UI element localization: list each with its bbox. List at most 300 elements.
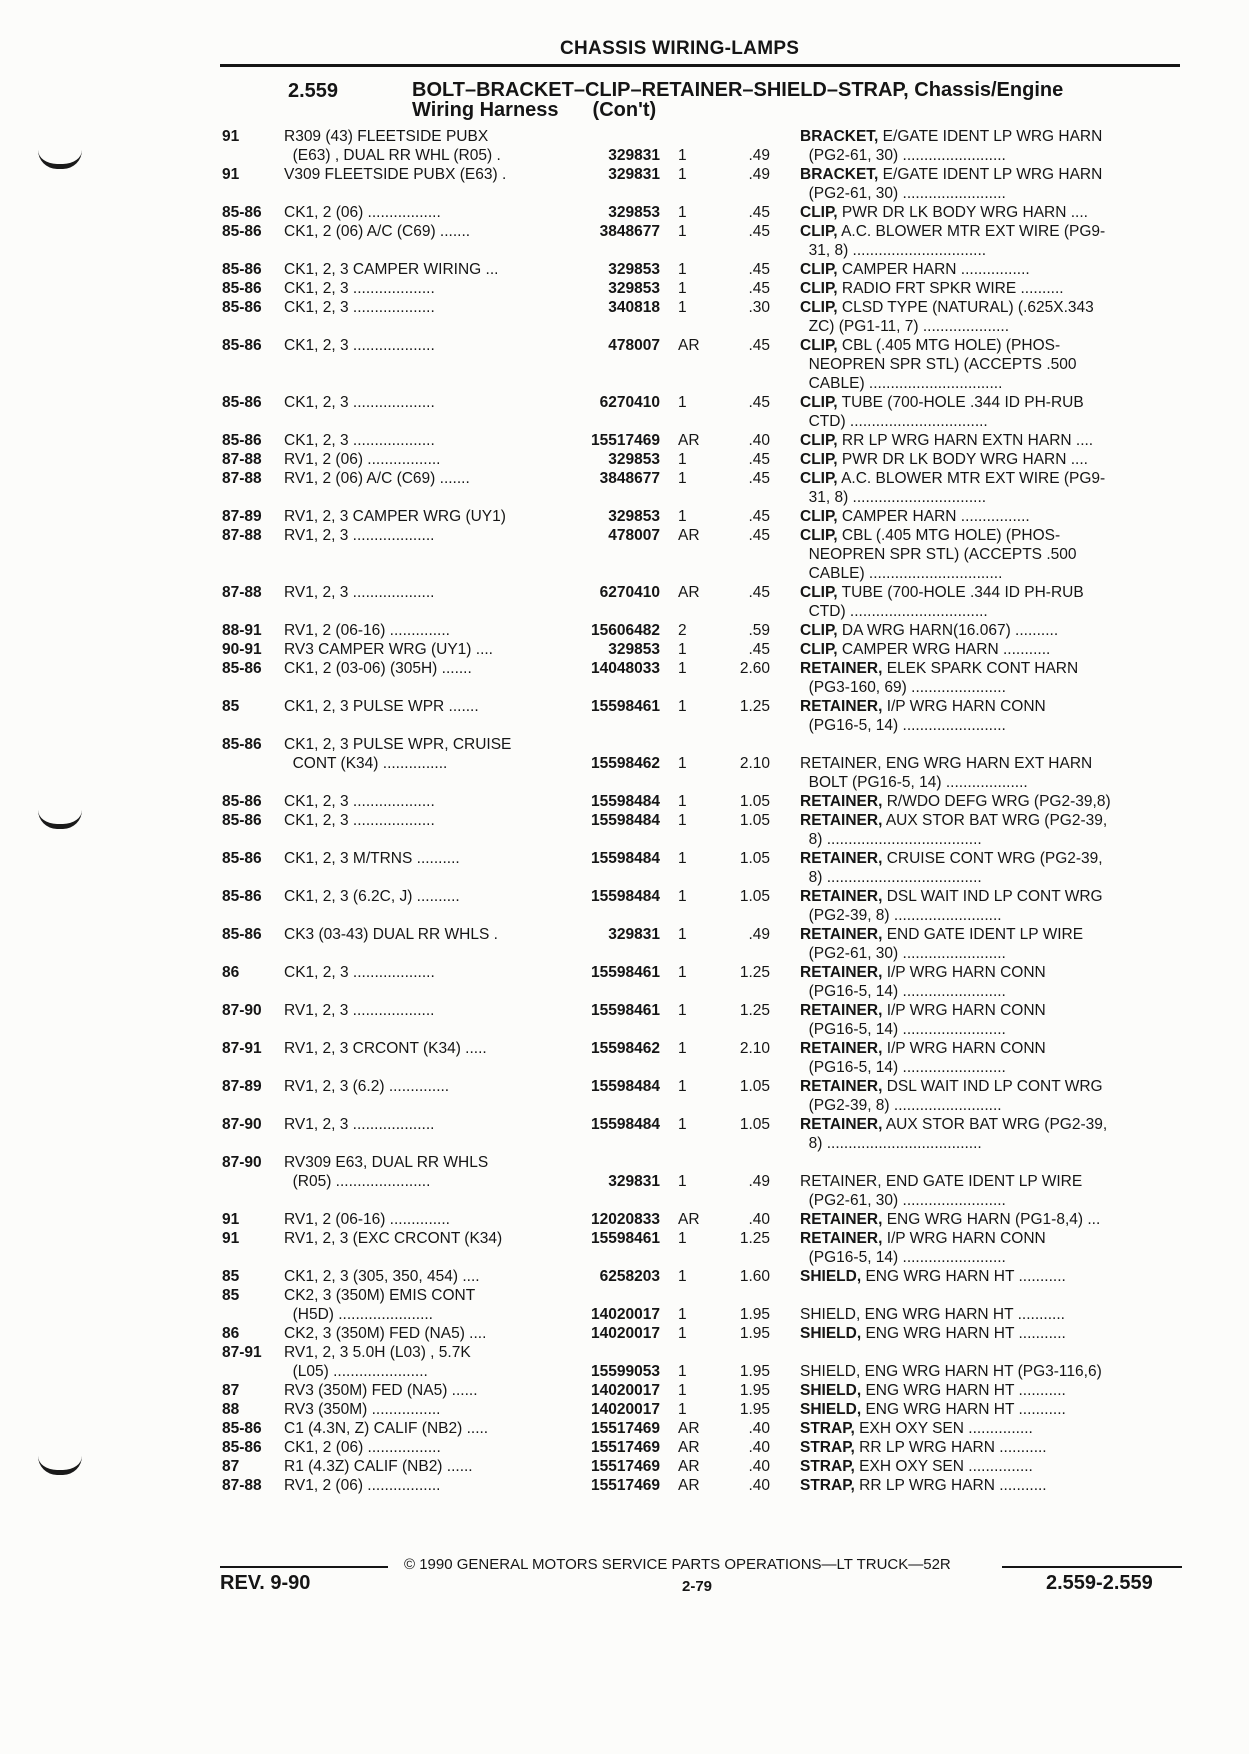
price: .49 — [748, 166, 770, 183]
quantity: 1 — [678, 926, 687, 943]
model-years: 87 — [222, 1458, 240, 1475]
quantity: 1 — [678, 812, 687, 829]
application-line: RV1, 2, 3 (6.2) .............. — [284, 1078, 450, 1095]
part-detail: RR LP WRG HARN ........... — [854, 1477, 1047, 1494]
application — [284, 222, 562, 241]
part-detail: PWR DR LK BODY WRG HARN .... — [837, 204, 1088, 221]
part-number: 15517469 — [591, 1458, 660, 1475]
application-line: CK1, 2, 3 M/TRNS .......... — [284, 850, 460, 867]
description — [800, 1400, 1192, 1419]
application-line: CK1, 2, 3 CAMPER WIRING ... — [284, 261, 499, 278]
part-detail: CLSD TYPE (NATURAL) (.625X.343 — [837, 299, 1094, 316]
part-detail: I/P WRG HARN CONN — [882, 698, 1046, 715]
part-name: CLIP, — [800, 432, 838, 449]
part-name: STRAP, — [800, 1420, 855, 1437]
model-years: 85-86 — [222, 1439, 262, 1456]
price: 1.05 — [739, 1078, 770, 1095]
price: 1.95 — [739, 1401, 770, 1418]
description — [800, 469, 1192, 507]
list-item — [222, 298, 1182, 336]
description-line — [800, 1153, 1192, 1172]
price: 1.25 — [739, 698, 770, 715]
description-line — [800, 697, 1192, 716]
list-item — [222, 849, 1182, 887]
part-detail: I/P WRG HARN CONN — [882, 1230, 1046, 1247]
part-number: 329853 — [608, 451, 660, 468]
description-line — [800, 1267, 1192, 1286]
application-line: (R05) ...................... — [284, 1173, 431, 1190]
part-number: 15598484 — [591, 850, 660, 867]
list-item — [222, 393, 1182, 431]
application-line: RV3 (350M) FED (NA5) ...... — [284, 1382, 478, 1399]
application — [284, 887, 562, 906]
quantity: AR — [678, 527, 700, 544]
application-line: (E63) , DUAL RR WHL (R05) . — [284, 147, 501, 164]
model-years: 87-89 — [222, 1078, 262, 1095]
part-detail: ENG WRG HARN (PG1-8,4) ... — [882, 1211, 1101, 1228]
description-line: (PG16-5, 14) ........................ — [800, 717, 1006, 734]
application-line: CK1, 2, 3 ................... — [284, 793, 435, 810]
list-item — [222, 1210, 1182, 1229]
part-number: 6258203 — [599, 1268, 660, 1285]
part-number: 6270410 — [599, 394, 660, 411]
description-line: 8) .................................... — [800, 831, 982, 848]
part-name: CLIP, — [800, 223, 838, 240]
application — [284, 298, 562, 317]
part-number: 14020017 — [591, 1306, 660, 1323]
description-line: CABLE) ............................... — [800, 565, 1003, 582]
model-years: 85-86 — [222, 261, 262, 278]
price: .45 — [748, 508, 770, 525]
description-line: (PG16-5, 14) ........................ — [800, 1059, 1006, 1076]
part-number: 6270410 — [599, 584, 660, 601]
description-line: 31, 8) ............................... — [800, 489, 987, 506]
model-years: 87-90 — [222, 1154, 262, 1171]
description-line: CABLE) ............................... — [800, 375, 1003, 392]
part-name: STRAP, — [800, 1439, 855, 1456]
description — [800, 1419, 1192, 1438]
application — [284, 1229, 562, 1248]
description-line — [800, 469, 1192, 488]
part-detail: EXH OXY SEN ............... — [854, 1458, 1033, 1475]
quantity: 1 — [678, 660, 687, 677]
application-line: RV1, 2 (06) ................. — [284, 1477, 441, 1494]
description — [800, 1286, 1192, 1324]
revision: REV. 9-90 — [220, 1572, 311, 1594]
application — [284, 450, 562, 469]
application-line: CK1, 2, 3 ................... — [284, 812, 435, 829]
description — [800, 298, 1192, 336]
price: 1.05 — [739, 793, 770, 810]
group-number: 2.559 — [288, 80, 339, 102]
description-line — [800, 659, 1192, 678]
price: .45 — [748, 204, 770, 221]
description-line: SHIELD, ENG WRG HARN HT (PG3-116,6) — [800, 1363, 1102, 1380]
application — [284, 1210, 562, 1229]
application — [284, 260, 562, 279]
price: .45 — [748, 223, 770, 240]
quantity: 1 — [678, 1230, 687, 1247]
description — [800, 887, 1192, 925]
application-line: CK1, 2, 3 ................... — [284, 299, 435, 316]
description-line — [800, 222, 1192, 241]
model-years: 85 — [222, 1287, 240, 1304]
part-detail: DSL WAIT IND LP CONT WRG — [882, 888, 1103, 905]
application — [284, 1286, 562, 1324]
description — [800, 507, 1192, 526]
application-line: RV309 E63, DUAL RR WHLS — [284, 1154, 489, 1171]
part-number: 329831 — [608, 147, 660, 164]
description-line: (PG2-61, 30) ........................ — [800, 147, 1006, 164]
application — [284, 1419, 562, 1438]
price: .59 — [748, 622, 770, 639]
application — [284, 526, 562, 545]
part-name: RETAINER, — [800, 1078, 883, 1095]
description — [800, 336, 1192, 393]
price: .40 — [748, 1211, 770, 1228]
application-line: (L05) ...................... — [284, 1363, 428, 1380]
part-detail: CAMPER HARN ................ — [837, 261, 1030, 278]
description — [800, 260, 1192, 279]
part-name: SHIELD, — [800, 1325, 862, 1342]
footer-rule-right — [1002, 1566, 1182, 1568]
part-name: RETAINER, — [800, 926, 883, 943]
application-line: RV1, 2 (06) ................. — [284, 451, 441, 468]
part-detail: CRUISE CONT WRG (PG2-39, — [882, 850, 1103, 867]
application — [284, 1324, 562, 1343]
description-line — [800, 336, 1192, 355]
application-line: CK1, 2, 3 ................... — [284, 337, 435, 354]
part-detail: A.C. BLOWER MTR EXT WIRE (PG9- — [837, 470, 1106, 487]
model-years: 85-86 — [222, 394, 262, 411]
part-number: 329853 — [608, 641, 660, 658]
description — [800, 583, 1192, 621]
application-line: RV1, 2, 3 CRCONT (K34) ..... — [284, 1040, 487, 1057]
part-number: 15598484 — [591, 1078, 660, 1095]
application — [284, 469, 562, 488]
part-name: RETAINER, — [800, 660, 883, 677]
part-name: CLIP, — [800, 622, 838, 639]
part-detail: ENG WRG HARN HT ........... — [861, 1382, 1066, 1399]
part-name: CLIP, — [800, 337, 838, 354]
part-detail: R/WDO DEFG WRG (PG2-39,8) — [882, 793, 1111, 810]
model-years: 85-86 — [222, 793, 262, 810]
application-line: RV3 (350M) ................ — [284, 1401, 441, 1418]
price: 1.60 — [739, 1268, 770, 1285]
application — [284, 431, 562, 450]
quantity: AR — [678, 1477, 700, 1494]
part-name: SHIELD, — [800, 1382, 862, 1399]
list-item — [222, 963, 1182, 1001]
description-line: (PG16-5, 14) ........................ — [800, 983, 1006, 1000]
price: 1.95 — [739, 1306, 770, 1323]
part-number: 15517469 — [591, 432, 660, 449]
part-number: 3848677 — [599, 223, 660, 240]
part-number: 329853 — [608, 261, 660, 278]
description — [800, 1115, 1192, 1153]
quantity: 1 — [678, 280, 687, 297]
description-line — [800, 1457, 1192, 1476]
description-line — [800, 1077, 1192, 1096]
description-line: ZC) (PG1-11, 7) .................... — [800, 318, 1010, 335]
application — [284, 697, 562, 716]
part-number: 340818 — [608, 299, 660, 316]
model-years: 86 — [222, 964, 240, 981]
quantity: 1 — [678, 451, 687, 468]
part-name: RETAINER, — [800, 793, 883, 810]
list-item — [222, 336, 1182, 393]
part-name: RETAINER, — [800, 964, 883, 981]
part-name: RETAINER, — [800, 888, 883, 905]
copyright: © 1990 GENERAL MOTORS SERVICE PARTS OPERATIONS—LT TRUCK—52R — [404, 1556, 951, 1573]
application-line: R309 (43) FLEETSIDE PUBX — [284, 128, 489, 145]
description-line — [800, 1001, 1192, 1020]
list-item — [222, 735, 1182, 792]
part-detail: PWR DR LK BODY WRG HARN .... — [837, 451, 1088, 468]
list-item — [222, 887, 1182, 925]
application — [284, 925, 562, 944]
quantity: 1 — [678, 1325, 687, 1342]
part-name: CLIP, — [800, 394, 838, 411]
part-number: 15598461 — [591, 964, 660, 981]
part-detail: CBL (.405 MTG HOLE) (PHOS- — [837, 527, 1061, 544]
part-number: 329853 — [608, 204, 660, 221]
part-detail: E/GATE IDENT LP WRG HARN — [878, 166, 1103, 183]
application — [284, 1039, 562, 1058]
quantity: AR — [678, 432, 700, 449]
description-line — [800, 1400, 1192, 1419]
description-line: 31, 8) ............................... — [800, 242, 987, 259]
price: .45 — [748, 337, 770, 354]
description-line — [800, 1229, 1192, 1248]
part-number: 15517469 — [591, 1420, 660, 1437]
price: .45 — [748, 641, 770, 658]
model-years: 87-89 — [222, 508, 262, 525]
price: 1.05 — [739, 888, 770, 905]
application — [284, 849, 562, 868]
group-title: BOLT–BRACKET–CLIP–RETAINER–SHIELD–STRAP, Chassis/Engine — [412, 79, 1064, 101]
quantity: 2 — [678, 622, 687, 639]
model-years: 88 — [222, 1401, 240, 1418]
part-detail: DA WRG HARN(16.067) .......... — [837, 622, 1059, 639]
part-name: RETAINER, — [800, 698, 883, 715]
description-line — [800, 1419, 1192, 1438]
quantity: 1 — [678, 166, 687, 183]
price: .45 — [748, 280, 770, 297]
list-item — [222, 1039, 1182, 1077]
part-name: CLIP, — [800, 584, 838, 601]
part-detail: RADIO FRT SPKR WIRE .......... — [837, 280, 1064, 297]
model-years: 85-86 — [222, 1420, 262, 1437]
part-number: 329831 — [608, 1173, 660, 1190]
application-line: CK1, 2 (03-06) (305H) ....... — [284, 660, 472, 677]
part-detail: ELEK SPARK CONT HARN — [882, 660, 1079, 677]
description-line — [800, 1039, 1192, 1058]
part-detail: RR LP WRG HARN ........... — [854, 1439, 1047, 1456]
list-item — [222, 1324, 1182, 1343]
part-number: 15599053 — [591, 1363, 660, 1380]
price: 1.95 — [739, 1363, 770, 1380]
binder-hole-mark — [38, 1456, 82, 1475]
part-detail: AUX STOR BAT WRG (PG2-39, — [882, 1116, 1108, 1133]
description — [800, 1210, 1192, 1229]
quantity: AR — [678, 1420, 700, 1437]
part-number: 478007 — [608, 337, 660, 354]
list-item — [222, 127, 1182, 165]
quantity: 1 — [678, 470, 687, 487]
part-number: 14020017 — [591, 1325, 660, 1342]
application-line: CK1, 2, 3 ................... — [284, 280, 435, 297]
application — [284, 203, 562, 222]
application — [284, 279, 562, 298]
list-item — [222, 1400, 1182, 1419]
list-item — [222, 203, 1182, 222]
description-line — [800, 203, 1192, 222]
group-subtitle — [412, 100, 656, 120]
description-line — [800, 431, 1192, 450]
quantity: 1 — [678, 964, 687, 981]
quantity: 1 — [678, 147, 687, 164]
model-years: 86 — [222, 1325, 240, 1342]
description — [800, 1229, 1192, 1267]
application-line: CK1, 2, 3 (305, 350, 454) .... — [284, 1268, 480, 1285]
application — [284, 621, 562, 640]
description-line: CTD) ................................ — [800, 603, 988, 620]
application-line: CK1, 2, 3 PULSE WPR ....... — [284, 698, 479, 715]
description-line — [800, 849, 1192, 868]
quantity: AR — [678, 1458, 700, 1475]
application-line: V309 FLEETSIDE PUBX (E63) . — [284, 166, 507, 183]
application — [284, 127, 562, 165]
description — [800, 1077, 1192, 1115]
application-line: CK1, 2, 3 PULSE WPR, CRUISE — [284, 736, 512, 753]
list-item — [222, 1419, 1182, 1438]
quantity: 1 — [678, 508, 687, 525]
price: 1.95 — [739, 1325, 770, 1342]
application — [284, 640, 562, 659]
part-number: 14020017 — [591, 1382, 660, 1399]
description-line — [800, 393, 1192, 412]
quantity: AR — [678, 1439, 700, 1456]
description — [800, 1343, 1192, 1381]
group-title-line2: Wiring Harness — [412, 99, 559, 121]
description — [800, 1267, 1192, 1286]
part-number: 15598484 — [591, 793, 660, 810]
quantity: 1 — [678, 755, 687, 772]
description — [800, 393, 1192, 431]
application-line: CK1, 2 (06) A/C (C69) ....... — [284, 223, 471, 240]
model-years: 85-86 — [222, 736, 262, 753]
part-number: 15598462 — [591, 1040, 660, 1057]
page-number: 2-79 — [682, 1578, 713, 1595]
quantity: 1 — [678, 888, 687, 905]
part-detail: CAMPER WRG HARN ........... — [837, 641, 1051, 658]
model-years: 91 — [222, 1230, 240, 1247]
list-item — [222, 1381, 1182, 1400]
description-line — [800, 1476, 1192, 1495]
application-line: CK1, 2, 3 (6.2C, J) .......... — [284, 888, 460, 905]
list-item — [222, 1153, 1182, 1210]
list-item — [222, 526, 1182, 583]
application-line: CK1, 2, 3 ................... — [284, 964, 435, 981]
list-item — [222, 1115, 1182, 1153]
list-item — [222, 260, 1182, 279]
application — [284, 1438, 562, 1457]
application — [284, 1343, 562, 1381]
quantity: 1 — [678, 850, 687, 867]
model-years: 87-88 — [222, 470, 262, 487]
application — [284, 393, 562, 412]
part-name: CLIP, — [800, 261, 838, 278]
application — [284, 963, 562, 982]
description — [800, 526, 1192, 583]
model-years: 85-86 — [222, 660, 262, 677]
part-name: RETAINER, — [800, 1211, 883, 1228]
part-name: CLIP, — [800, 451, 838, 468]
part-detail: I/P WRG HARN CONN — [882, 964, 1046, 981]
price: 1.25 — [739, 1230, 770, 1247]
application — [284, 1476, 562, 1495]
description — [800, 792, 1192, 811]
description-line — [800, 260, 1192, 279]
application-line: CONT (K34) ............... — [284, 755, 448, 772]
description-line: CTD) ................................ — [800, 413, 988, 430]
model-years: 87-88 — [222, 1477, 262, 1494]
application — [284, 1267, 562, 1286]
model-years: 87-88 — [222, 527, 262, 544]
part-name: RETAINER, — [800, 850, 883, 867]
part-name: RETAINER, — [800, 1040, 883, 1057]
model-years: 88-91 — [222, 622, 262, 639]
part-number: 15606482 — [591, 622, 660, 639]
application — [284, 659, 562, 678]
model-years: 87-91 — [222, 1040, 262, 1057]
application-line: CK3 (03-43) DUAL RR WHLS . — [284, 926, 498, 943]
list-item — [222, 1438, 1182, 1457]
description-line — [800, 1210, 1192, 1229]
description-line — [800, 811, 1192, 830]
application-line: R1 (4.3Z) CALIF (NB2) ...... — [284, 1458, 473, 1475]
price: 1.25 — [739, 1002, 770, 1019]
model-years: 91 — [222, 128, 240, 145]
quantity: 1 — [678, 1382, 687, 1399]
part-number: 15598484 — [591, 812, 660, 829]
model-years: 87 — [222, 1382, 240, 1399]
list-item — [222, 697, 1182, 735]
part-number: 15598461 — [591, 1230, 660, 1247]
quantity: 1 — [678, 1268, 687, 1285]
description-line — [800, 621, 1192, 640]
application-line: RV1, 2, 3 ................... — [284, 1116, 435, 1133]
part-number: 15598462 — [591, 755, 660, 772]
part-number: 478007 — [608, 527, 660, 544]
application-line: RV1, 2, 3 5.0H (L03) , 5.7K — [284, 1344, 471, 1361]
list-item — [222, 1286, 1182, 1324]
quantity: 1 — [678, 1401, 687, 1418]
list-item — [222, 792, 1182, 811]
price: .49 — [748, 1173, 770, 1190]
list-item — [222, 165, 1182, 203]
description — [800, 1039, 1192, 1077]
description-line — [800, 507, 1192, 526]
application — [284, 1457, 562, 1476]
quantity: 1 — [678, 261, 687, 278]
list-item — [222, 640, 1182, 659]
quantity: AR — [678, 337, 700, 354]
model-years: 85 — [222, 698, 240, 715]
description-line — [800, 298, 1192, 317]
model-years: 85 — [222, 1268, 240, 1285]
